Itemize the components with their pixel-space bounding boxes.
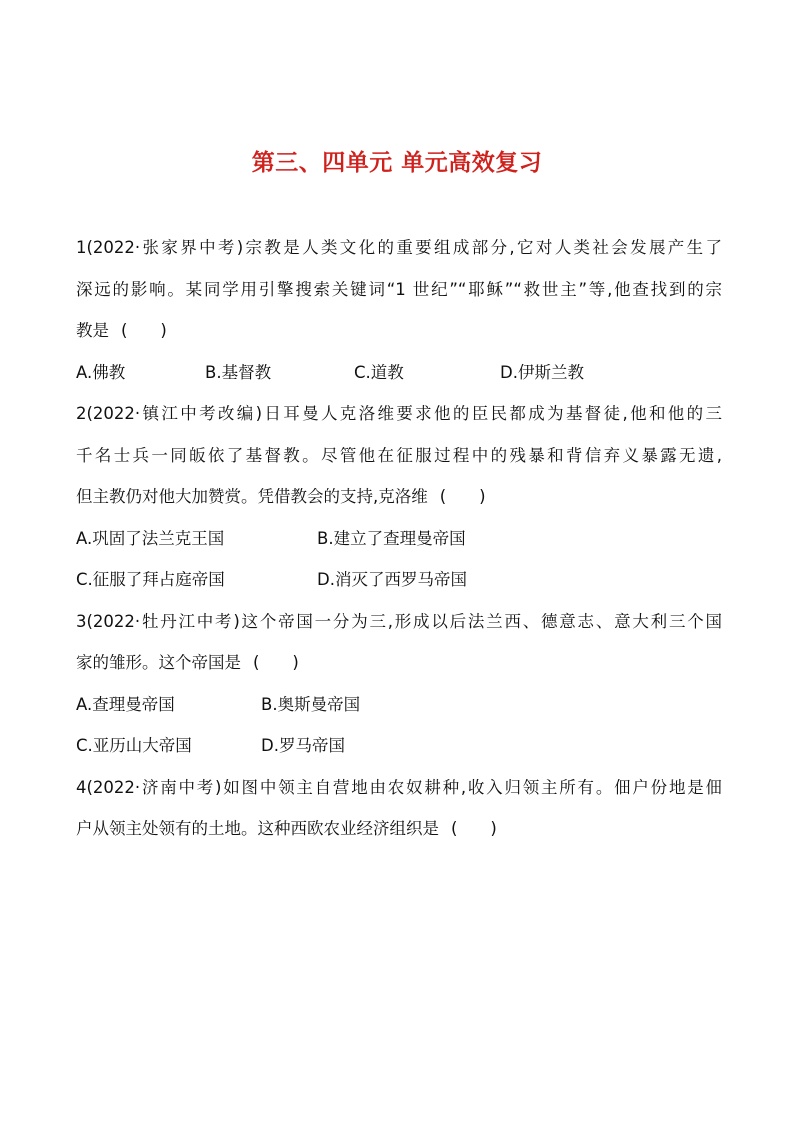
option-c: C.亚历山大帝国 <box>76 736 192 755</box>
option-row <box>76 559 722 601</box>
question-text-line: 户从领主处领有的土地。这种西欧农业经济组织是 ( ) <box>76 808 722 850</box>
question-text-line: 3(2022·牡丹江中考)这个帝国一分为三,形成以后法兰西、德意志、意大利三个国 <box>76 611 722 631</box>
option-a: A.佛教 <box>76 362 126 382</box>
question-text-line: 教是 ( ) <box>76 310 722 352</box>
answer-bracket: ( ) <box>253 653 299 672</box>
question-4 <box>76 767 722 850</box>
option-b: B.建立了查理曼帝国 <box>317 528 466 548</box>
question-text-line: 深远的影响。某同学用引擎搜索关键词“1 世纪”“耶稣”“救世主”等,他查找到的宗 <box>76 279 722 299</box>
question-text-line: 4(2022·济南中考)如图中领主自营地由农奴耕种,收入归领主所有。佃户份地是佃 <box>76 777 722 797</box>
question-text-line: 但主教仍对他大加赞赏。凭借教会的支持,克洛维 ( ) <box>76 476 722 518</box>
option-a: A.查理曼帝国 <box>76 694 175 714</box>
option-row <box>76 725 722 767</box>
question-list <box>76 227 722 850</box>
question-2 <box>76 393 722 601</box>
option-c: C.征服了拜占庭帝国 <box>76 570 225 589</box>
question-text-line: 千名士兵一同皈依了基督教。尽管他在征服过程中的残暴和背信弃义暴露无遗, <box>76 445 722 465</box>
question-1 <box>76 227 722 393</box>
question-3 <box>76 601 722 767</box>
page-title: 第三、四单元 单元高效复习 <box>251 150 543 176</box>
option-row <box>76 352 722 394</box>
option-d: D.伊斯兰教 <box>500 362 584 382</box>
option-row <box>76 684 722 726</box>
answer-bracket: ( ) <box>121 321 167 340</box>
option-c: C.道教 <box>354 362 404 382</box>
option-d: D.罗马帝国 <box>261 736 345 755</box>
option-d: D.消灭了西罗马帝国 <box>317 570 467 589</box>
question-text-line: 家的雏形。这个帝国是 ( ) <box>76 642 722 684</box>
answer-bracket: ( ) <box>451 819 497 838</box>
answer-bracket: ( ) <box>439 487 486 506</box>
option-b: B.奥斯曼帝国 <box>261 694 361 714</box>
question-text-line: 2(2022·镇江中考改编)日耳曼人克洛维要求他的臣民都成为基督徒,他和他的三 <box>76 404 722 423</box>
option-b: B.基督教 <box>205 362 272 382</box>
question-text-line: 1(2022·张家界中考)宗教是人类文化的重要组成部分,它对人类社会发展产生了 <box>76 238 722 257</box>
option-row <box>76 518 722 560</box>
option-a: A.巩固了法兰克王国 <box>76 528 225 548</box>
